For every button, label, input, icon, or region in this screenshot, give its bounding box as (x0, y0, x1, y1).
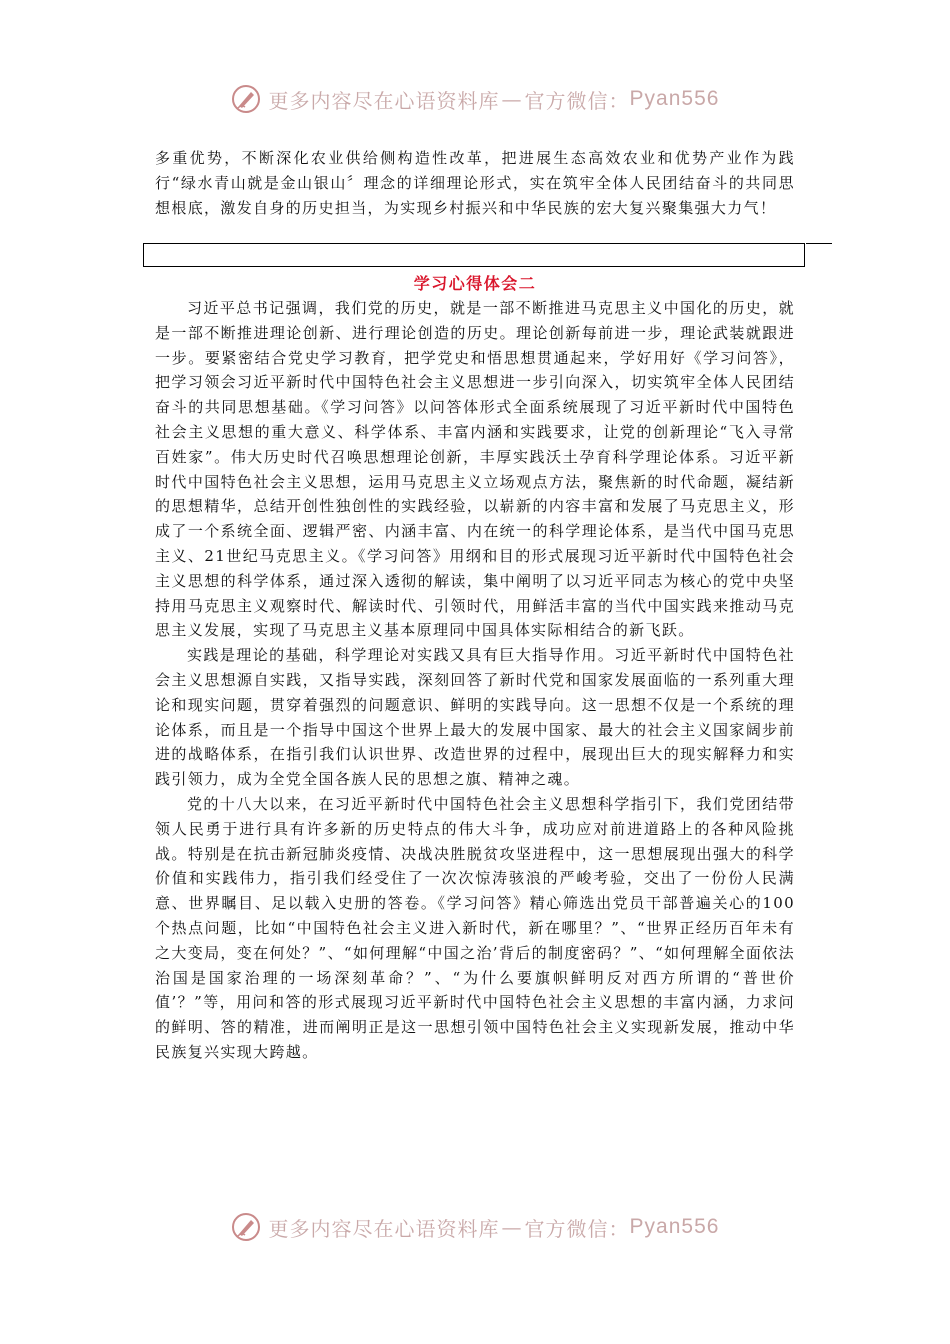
header-banner (0, 84, 950, 114)
banner-wechat-id: Pyan556 (629, 1215, 720, 1238)
paragraph-2: 实践是理论的基础，科学理论对实践又具有巨大指导作用。习近平新时代中国特色社会主义思想源自实践，又指导实践，深刻回答了新时代党和国家发展面临的一系列重大理论和现实问题，贯穿着强烈的问题意识、鲜明的实践导向。这一思想不仅是一个系统的理论体系，而且是一个指导中国这个世界上最大的发展中国家、最大的社会主义国家阔步前进的战略体系，在指引我们认识世界、改造世界的过程中，展现出巨大的现实解释力和实践引领力，成为全党全国各族人民的思想之旗、精神之魂。 (155, 646, 795, 789)
paragraph-1: 习近平总书记强调，我们党的历史，就是一部不断推进马克思主义中国化的历史，就是一部不断推进理论创新、进行理论创造的历史。理论创新每前进一步，理论武装就跟进一步。要紧密结合党史学习教育，把学党史和悟思想贯通起来，学好用好《学习问答》，把学习领会习近平新时代中国特色社会主义思想进一步引向深入，切实筑牢全体人民团结奋斗的共同思想基础。《学习问答》以问答体形式全面系统展现了习近平新时代中国特色社会主义思想的重大意义、科学体系、丰富内涵和实践要求，让党的创新理论“飞入寻常百姓家”。伟大历史时代召唤思想理论创新，丰厚实践沃土孕育科学理论体系。习近平新时代中国特色社会主义思想，运用马克思主义立场观点方法，聚焦新的时代命题，凝结新的思想精华，总结开创性独创性的实践经验，以崭新的内容丰富和发展了马克思主义，形成了一个系统全面、逻辑严密、内涵丰富、内在统一的科学理论体系，是当代中国马克思主义、21世纪马克思主义。《学习问答》用纲和目的形式展现习近平新时代中国特色社会主义思想的科学体系，通过深入透彻的解读，集中阐明了以习近平同志为核心的党中央坚持用马克思主义观察时代、解读时代、引领时代，用鲜活丰富的当代中国实践来推动马克思主义发展，实现了马克思主义基本原理同中国具体实际相结合的新飞跃。 (155, 299, 795, 640)
banner-separator: — (501, 1215, 523, 1239)
intro-paragraph: 多重优势，不断深化农业供给侧构造性改革，把进展生态高效农业和优势产业作为践行“绿水青山就是金山银山〞理念的详细理论形式，实在筑牢全体人民团结奋斗的共同思想根底，激发自身的历史担当，为实现乡村振兴和中华民族的宏大复兴聚集强大力气！ (155, 149, 795, 217)
banner-wechat-label: 官方微信： (524, 88, 630, 113)
paragraph-3: 党的十八大以来，在习近平新时代中国特色社会主义思想科学指引下，我们党团结带领人民勇于进行具有许多新的历史特点的伟大斗争，成功应对前进道路上的各种风险挑战。特别是在抗击新冠肺炎疫情、决战决胜脱贫攻坚进程中，这一思想展现出强大的科学价值和实践伟力，指引我们经受住了一次次惊涛骇浪的严峻考验，交出了一份份人民满意、世界瞩目、足以载入史册的答卷。《学习问答》精心筛选出党员干部普遍关心的100个热点问题，比如“中国特色社会主义进入新时代，新在哪里？”、“世界正经历百年未有之大变局，变在何处？”、“如何理解“中国之治’背后的制度密码？”、“如何理解全面依法治国是国家治理的一场深刻革命？”、“为什么要旗帜鲜明反对西方所谓的“普世价值’？”等，用问和答的形式展现习近平新时代中国特色社会主义思想的丰富内涵，力求问的鲜明、答的精准，进而阐明正是这一思想引领中国特色社会主义实现新发展，推动中华民族复兴实现大跨越。 (155, 794, 795, 1061)
banner-wechat-label: 官方微信： (524, 1216, 630, 1241)
divider-line (806, 243, 832, 244)
empty-table-box (143, 243, 805, 267)
section-heading: 学习心得体会二 (413, 274, 537, 293)
pen-logo-icon (231, 1212, 261, 1242)
body-text (155, 296, 795, 1065)
banner-brand: 更多内容尽在心语资料库 (268, 88, 500, 113)
pen-logo-icon (231, 84, 261, 114)
footer-banner (0, 1212, 950, 1242)
banner-separator: — (501, 87, 523, 111)
banner-wechat-id: Pyan556 (629, 87, 720, 110)
intro-text (155, 146, 795, 220)
banner-brand: 更多内容尽在心语资料库 (268, 1216, 500, 1241)
